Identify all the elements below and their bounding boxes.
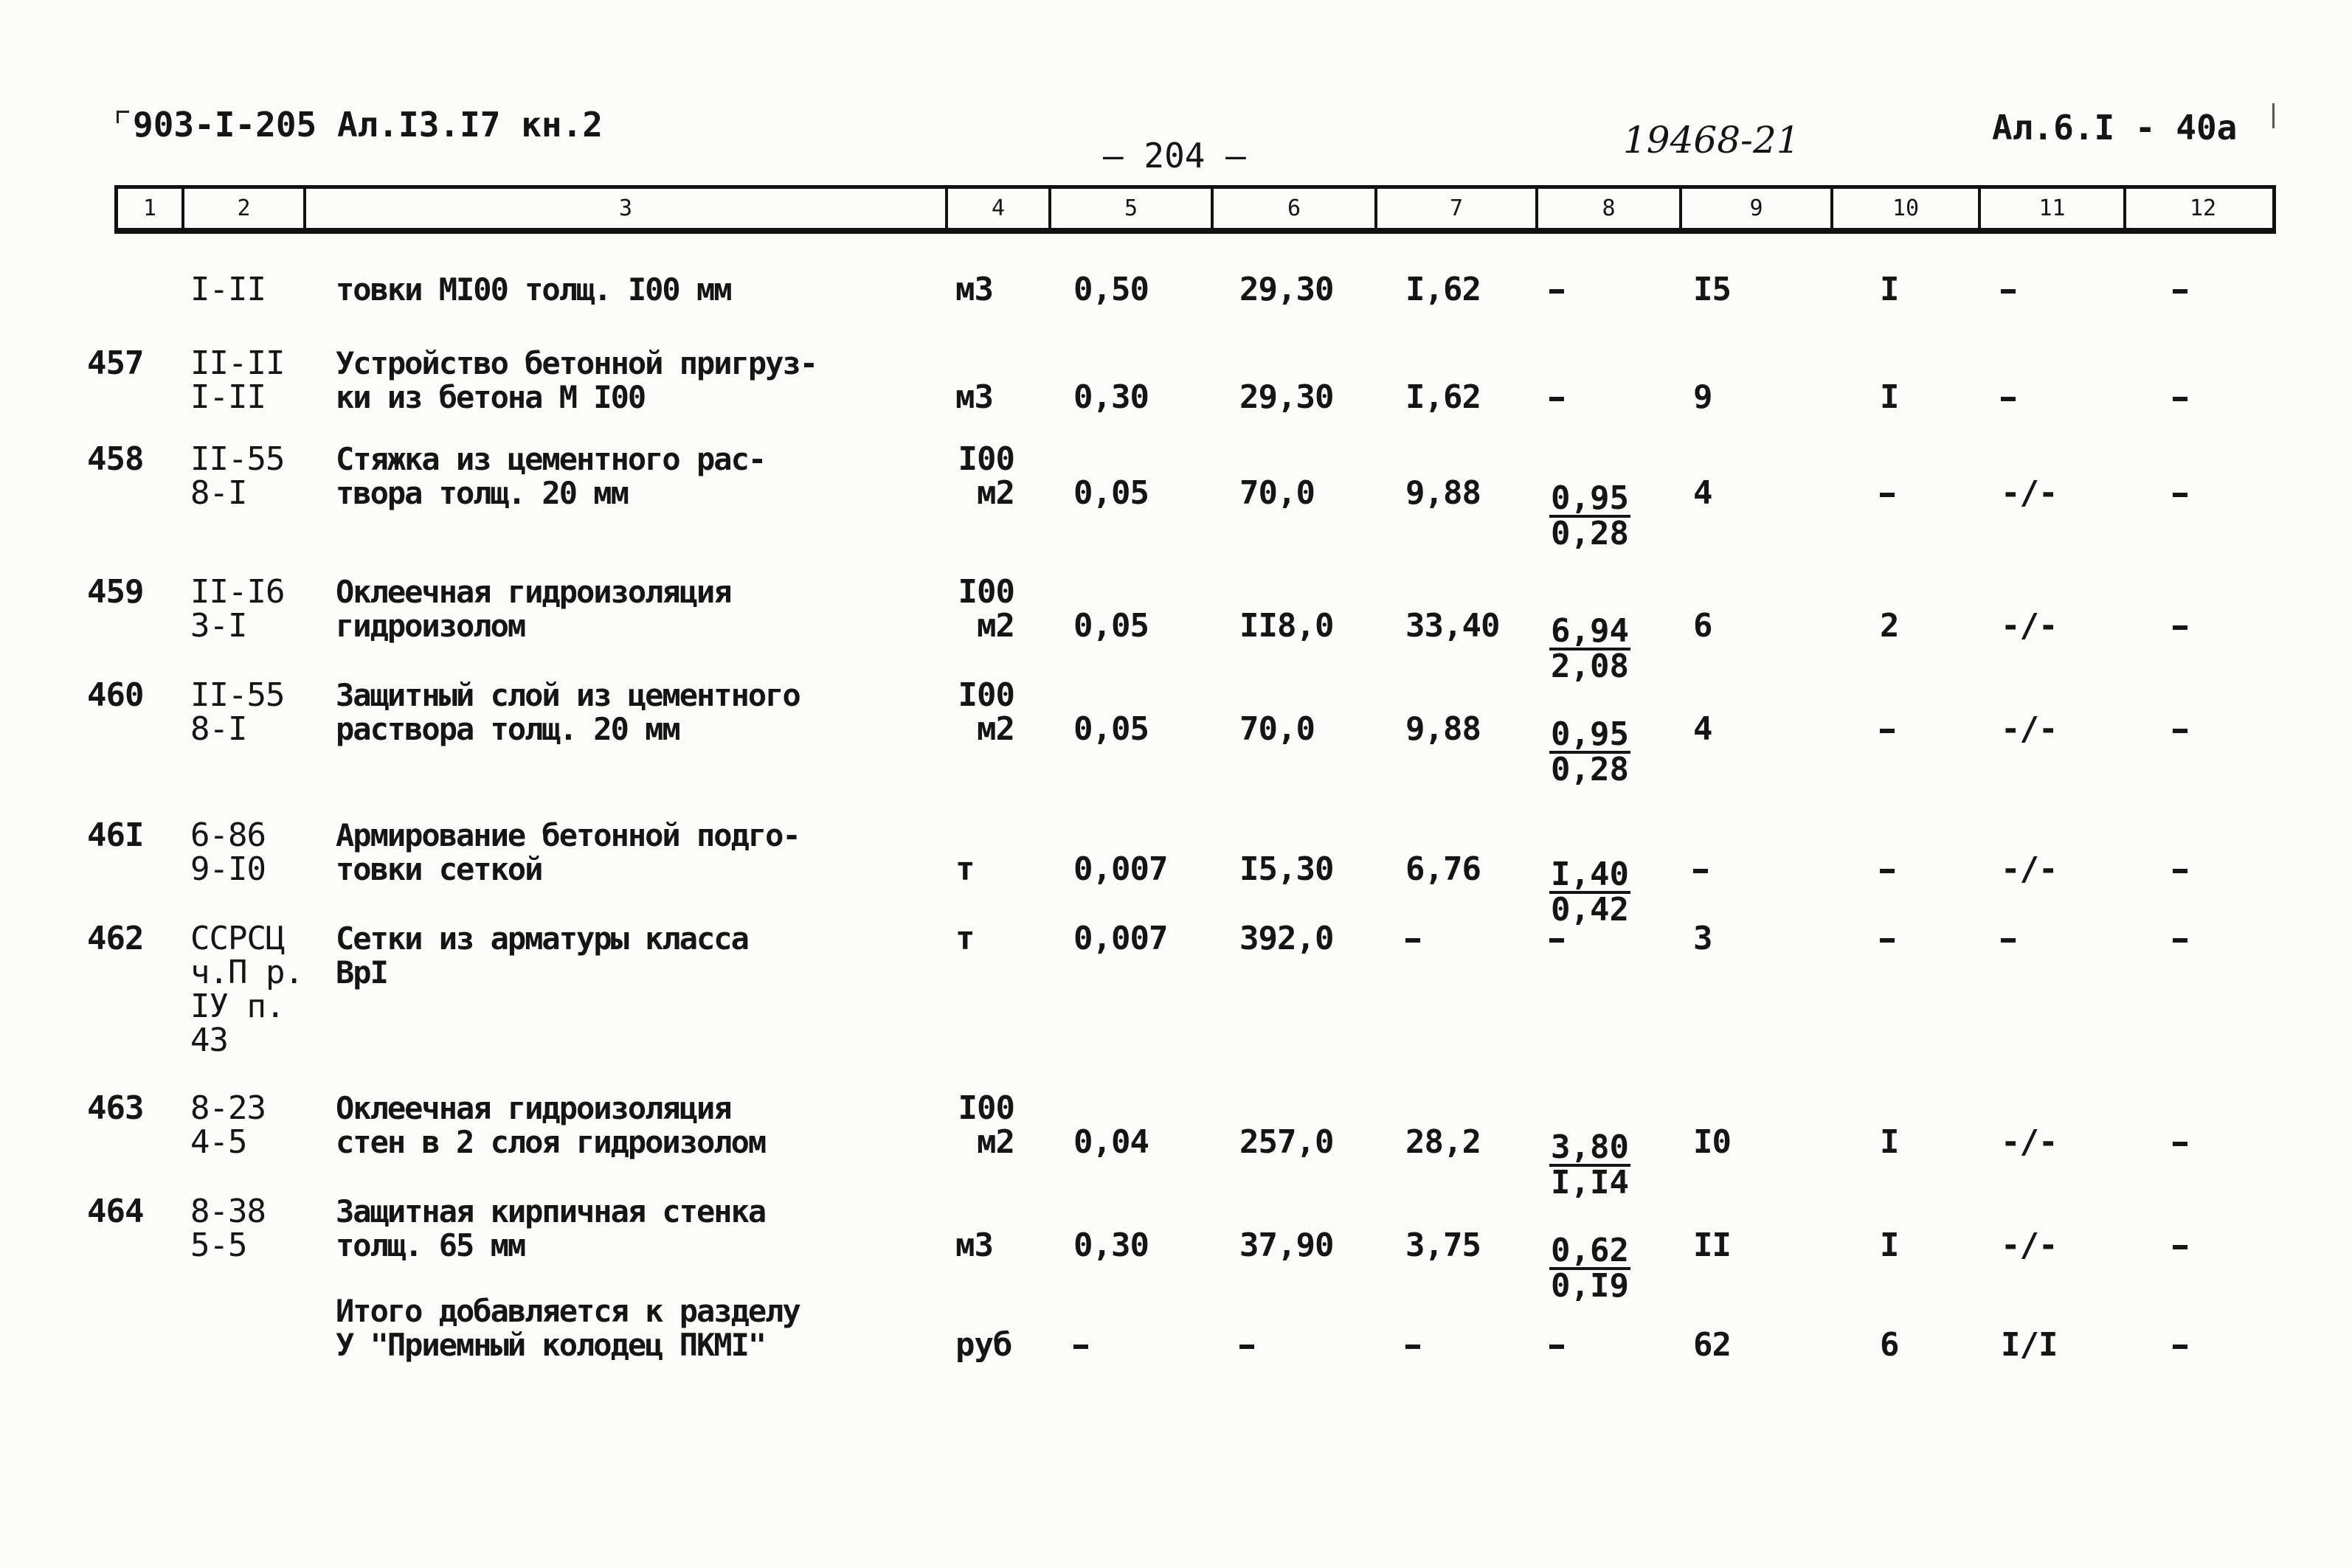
fraction-numerator: 0,62 [1551, 1232, 1629, 1269]
column-number-7: 7 [1377, 189, 1538, 228]
cell-c10: 6 [1880, 1326, 1899, 1364]
column-number-9: 9 [1682, 189, 1833, 228]
cell-desc: Устройство бетонной пригруз- ки из бетона М I00 [336, 345, 817, 415]
cell-c10 [1880, 476, 1895, 510]
cell-c5: 0,05 [1073, 710, 1149, 748]
cell-c8 [1549, 273, 1564, 307]
cell-c8-fraction [1549, 715, 1630, 788]
corner-mark-left [117, 111, 129, 123]
cell-c8-fraction [1549, 1128, 1630, 1201]
fraction-denominator: 0,28 [1551, 515, 1629, 552]
cell-desc: Итого добавляется к разделу У "Приемный колодец ПКМI" [336, 1293, 800, 1363]
column-number-4: 4 [948, 189, 1051, 228]
cell-no: 460 [87, 676, 144, 714]
cell-unit: м3 [955, 1227, 993, 1264]
cell-c7: 28,2 [1405, 1123, 1481, 1161]
cell-c8-fraction [1549, 479, 1630, 552]
cell-code: 8-23 4-5 [190, 1089, 266, 1161]
cell-c10 [1880, 853, 1895, 887]
cell-c9: 3 [1693, 920, 1712, 957]
cell-c9: 4 [1693, 474, 1712, 512]
cell-c5: 0,05 [1073, 474, 1149, 512]
cell-code: II-55 8-I [190, 676, 285, 748]
fraction-numerator: 0,95 [1551, 715, 1629, 753]
cell-unit: I00 м2 [958, 676, 1014, 748]
cell-c10: I [1880, 1123, 1899, 1161]
cell-c7 [1405, 1328, 1420, 1362]
cell-no: 459 [87, 573, 144, 611]
cell-c12 [2173, 1328, 2187, 1362]
sheet-designation: Ал.6.I - 40а [1992, 108, 2238, 148]
cell-c12 [2173, 712, 2187, 746]
cell-c11: I/I [2001, 1326, 2058, 1364]
cell-c7: 3,75 [1405, 1227, 1481, 1264]
cell-c11: -/- [2001, 607, 2058, 645]
cell-code: II-55 8-I [190, 440, 285, 512]
cell-c11: -/- [2001, 1227, 2058, 1264]
cell-c11 [2001, 381, 2016, 414]
cell-c8-fraction [1549, 1232, 1630, 1305]
cell-unit: м3 [955, 378, 993, 416]
cell-c9 [1693, 853, 1708, 887]
column-number-2: 2 [184, 189, 306, 228]
cell-c7: I,62 [1405, 378, 1481, 416]
cell-c6 [1239, 1328, 1254, 1362]
column-number-3: 3 [306, 189, 948, 228]
cell-c9: 62 [1693, 1326, 1731, 1364]
cell-no: 46I [87, 816, 144, 854]
cell-c6: I5,30 [1239, 850, 1334, 888]
corner-mark-right [2272, 103, 2275, 128]
cell-c9: I0 [1693, 1123, 1731, 1161]
cell-c10 [1880, 922, 1895, 956]
cell-no: 458 [87, 440, 144, 478]
cell-c9: 4 [1693, 710, 1712, 748]
cell-desc: товки МI00 толщ. I00 мм [336, 271, 731, 308]
cell-c5: 0,007 [1073, 920, 1168, 957]
cell-c6: 70,0 [1239, 474, 1315, 512]
cell-desc: Оклеечная гидроизоляция гидроизолом [336, 574, 731, 644]
cell-c9: 9 [1693, 378, 1712, 416]
cell-c6: 392,0 [1239, 920, 1334, 957]
cell-c7: 9,88 [1405, 474, 1481, 512]
cell-c6: 70,0 [1239, 710, 1315, 748]
column-number-10: 10 [1833, 189, 1981, 228]
fraction-denominator: I,I4 [1551, 1164, 1629, 1201]
cell-code: II-I6 3-I [190, 573, 285, 645]
cell-c7: 33,40 [1405, 607, 1500, 645]
column-number-6: 6 [1214, 189, 1377, 228]
cell-desc: Стяжка из цементного рас- твора толщ. 20 мм [336, 441, 766, 511]
cell-c12 [2173, 922, 2187, 956]
cell-c5: 0,04 [1073, 1123, 1149, 1161]
cell-c12 [2173, 1125, 2187, 1159]
cell-unit: I00 м2 [958, 573, 1014, 645]
cell-code: ССРСЦ ч.П р. IУ п. 43 [190, 920, 303, 1059]
column-number-12: 12 [2189, 195, 2217, 221]
page-number: — 204 — [1103, 136, 1246, 176]
cell-c12 [2173, 273, 2187, 307]
cell-c10: I [1880, 271, 1899, 308]
cell-desc: Армирование бетонной подго- товки сеткой [336, 817, 800, 887]
document-reference: 903-I-205 Ал.I3.I7 кн.2 [133, 105, 603, 145]
fraction-denominator: 0,42 [1551, 891, 1629, 929]
cell-c9: 6 [1693, 607, 1712, 645]
cell-unit: I00 м2 [958, 440, 1014, 512]
cell-c9: II [1693, 1227, 1731, 1264]
cell-c8-fraction [1549, 612, 1630, 685]
cell-code: 6-86 9-I0 [190, 816, 266, 888]
cell-c12 [2173, 476, 2187, 510]
handwritten-number: 19468-21 [1623, 119, 1800, 162]
cell-c6: 37,90 [1239, 1227, 1334, 1264]
cell-c6: II8,0 [1239, 607, 1334, 645]
cell-c10 [1880, 712, 1895, 746]
cell-c10: I [1880, 1227, 1899, 1264]
column-number-1: 1 [118, 189, 184, 228]
fraction-numerator: 3,80 [1551, 1128, 1629, 1166]
cell-no: 457 [87, 344, 144, 382]
cell-c9: I5 [1693, 271, 1731, 308]
cell-c11: -/- [2001, 474, 2058, 512]
column-number-11: 11 [1981, 189, 2126, 228]
cell-c8-fraction [1549, 856, 1630, 929]
fraction-numerator: 0,95 [1551, 479, 1629, 517]
cell-c8 [1549, 922, 1564, 956]
cell-c5: 0,30 [1073, 378, 1149, 416]
cell-c5: 0,50 [1073, 271, 1149, 308]
cell-c11: -/- [2001, 1123, 2058, 1161]
cell-c7: 9,88 [1405, 710, 1481, 748]
fraction-numerator: 6,94 [1551, 612, 1629, 650]
cell-c7: 6,76 [1405, 850, 1481, 888]
cell-c6: 257,0 [1239, 1123, 1334, 1161]
cell-c11: -/- [2001, 850, 2058, 888]
cell-c6: 29,30 [1239, 378, 1334, 416]
cell-desc: Защитная кирпичная стенка толщ. 65 мм [336, 1193, 766, 1263]
cell-c12 [2173, 609, 2187, 643]
cell-code: 8-38 5-5 [190, 1193, 266, 1264]
cell-c8 [1549, 381, 1564, 414]
fraction-denominator: 0,I9 [1551, 1267, 1629, 1305]
cell-c7 [1405, 922, 1420, 956]
cell-c11 [2001, 273, 2016, 307]
cell-c10: I [1880, 378, 1899, 416]
cell-unit: т [955, 850, 975, 888]
cell-c10: 2 [1880, 607, 1899, 645]
fraction-denominator: 2,08 [1551, 648, 1629, 685]
fraction-numerator: I,40 [1551, 856, 1629, 893]
cell-c12 [2173, 381, 2187, 414]
cell-c8 [1549, 1328, 1564, 1362]
cell-c6: 29,30 [1239, 271, 1334, 308]
cell-c7: I,62 [1405, 271, 1481, 308]
cell-c12 [2173, 853, 2187, 887]
column-number-5: 5 [1051, 189, 1214, 228]
cell-code: I-II [190, 271, 266, 308]
cell-unit: I00 м2 [958, 1089, 1014, 1161]
cell-desc: Сетки из арматуры класса ВрI [336, 920, 748, 991]
cell-c5: 0,30 [1073, 1227, 1149, 1264]
cell-desc: Оклеечная гидроизоляция стен в 2 слоя гидроизолом [336, 1090, 766, 1160]
cell-desc: Защитный слой из цементного раствора толщ. 20 мм [336, 677, 800, 747]
column-number-8: 8 [1538, 189, 1682, 228]
cell-c12 [2173, 1229, 2187, 1263]
cell-c5 [1073, 1328, 1088, 1362]
cell-no: 464 [87, 1193, 144, 1230]
cell-unit: т [955, 920, 975, 957]
cell-unit: руб [955, 1326, 1012, 1364]
cell-code: II-II I-II [190, 344, 285, 416]
fraction-denominator: 0,28 [1551, 751, 1629, 788]
cell-c11: -/- [2001, 710, 2058, 748]
cell-c5: 0,007 [1073, 850, 1168, 888]
cell-c5: 0,05 [1073, 607, 1149, 645]
cell-no: 462 [87, 920, 144, 957]
cell-no: 463 [87, 1089, 144, 1127]
column-number-header [114, 185, 2276, 234]
cell-unit: м3 [955, 271, 993, 308]
cell-c11 [2001, 922, 2016, 956]
